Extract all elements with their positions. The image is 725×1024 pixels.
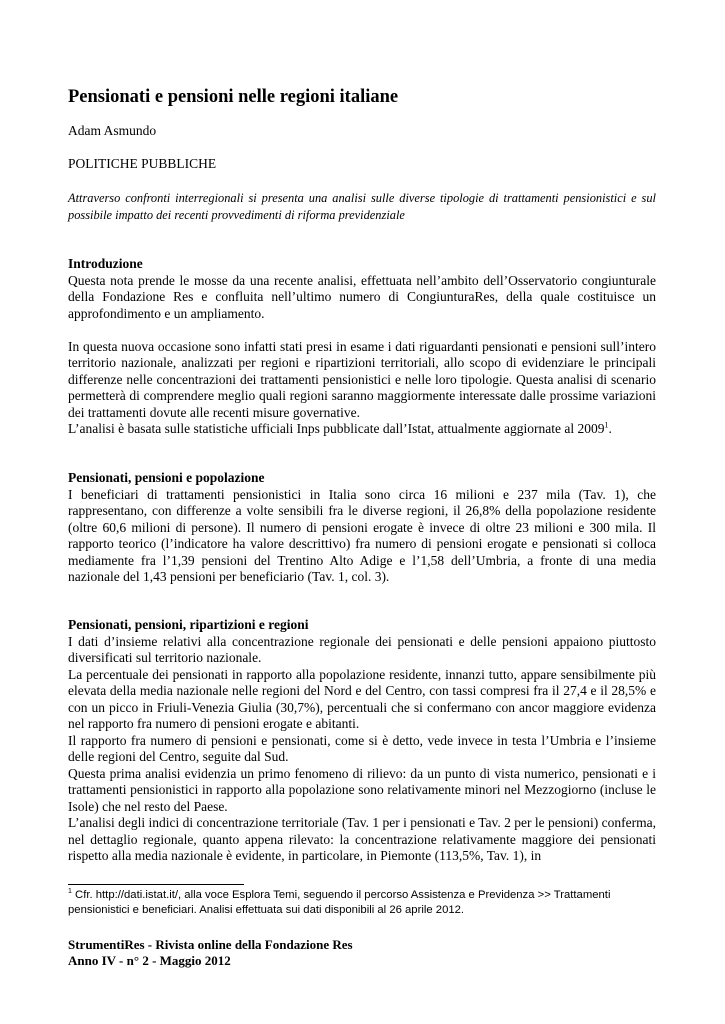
paragraph: La percentuale dei pensionati in rapporto alla popolazione residente, innanzi tutto, appare sensibilmente più elevata della media nazionale nelle regioni del Nord e del Centro, con tassi compresi fra il 27,4 e il 28,5% e con un picco in Friuli-Venezia Giulia (30,7%), percentuali che si confermano con ancor maggiore evidenza nel rapporto fra numero di pensioni erogate e abitanti. [68,666,656,731]
section-ripartizioni-regioni [68,617,656,865]
footer-issue: Anno IV - n° 2 - Maggio 2012 [68,953,231,968]
paragraph: I beneficiari di trattamenti pensionistici in Italia sono circa 16 milioni e 237 mila (Tav. 1), che rappresentano, con differenze a volte sensibili fra le diverse regioni, il 26,8% della popolazione residente (oltre 60,6 milioni di persone). Il numero di pensioni erogate è invece di oltre 23 milioni e 300 mila. Il rapporto teorico (l’indicatore ha valore descrittivo) fra numero di pensioni erogate e pensionati si colloca mediamente fra l’1,39 pensioni del Trentino Alto Adige e l’1,58 dell’Umbria, a fronte di una media nazionale del 1,43 pensioni per beneficiario (Tav. 1, col. 3). [68,486,656,584]
page-title: Pensionati e pensioni nelle regioni italiane [68,87,399,107]
sentence-period: . [608,421,612,436]
section-introduzione [68,256,656,438]
page-footer [68,937,656,969]
paragraph-text: L’analisi è basata sulle statistiche ufficiali Inps pubblicate dall’Istat, attualmente aggiornate al 2009 [68,421,605,436]
footnote-separator [68,884,244,885]
category-label: POLITICHE PUBBLICHE [68,156,217,171]
paragraph-with-footnote [68,421,656,438]
section-heading: Pensionati, pensioni e popolazione [68,470,265,485]
section-heading: Pensionati, pensioni, ripartizioni e regioni [68,617,309,632]
paragraph: In questa nuova occasione sono infatti stati presi in esame i dati riguardanti pensionati e pensioni sull’intero territorio nazionale, analizzati per regioni e ripartizioni territoriali, allo scopo di evidenziare le principali differenze nelle concentrazioni dei trattamenti pensionistici e nelle loro tipologie. Questa analisi di scenario permetterà di comprendere meglio quali regioni saranno maggiormente interessate dalle prossime variazioni dei trattamenti dovute alle recenti misure governative. [68,338,656,420]
section-heading: Introduzione [68,256,143,271]
footnote-number: 1 [68,888,72,896]
footnote-text: Cfr. http://dati.istat.it/, alla voce Esplora Temi, seguendo il percorso Assistenza e Previdenza >> Trattamenti pensionistici e beneficiari. Analisi effettuata sui dati disponibili al 26 aprile 2012. [68,889,611,916]
author-name: Adam Asmundo [68,123,157,138]
paragraph: Il rapporto fra numero di pensioni e pensionati, come si è detto, vede invece in testa l’Umbria e l’insieme delle regioni del Centro, seguite dal Sud. [68,732,656,764]
paragraph: Questa prima analisi evidenzia un primo fenomeno di rilievo: da un punto di vista numerico, pensionati e i trattamenti pensionistici in rapporto alla popolazione sono relativamente minori nel Mezzogiorno (incluse le Isole) che nel resto del Paese. [68,765,656,814]
paragraph: L’analisi degli indici di concentrazione territoriale (Tav. 1 per i pensionati e Tav. 2 per le pensioni) conferma, nel dettaglio regionale, quanto appena rilevato: la concentrazione relativamente maggiore dei pensionati rispetto alla media nazionale è evidente, in particolare, in Piemonte (113,5%, Tav. 1), in [68,815,656,863]
footer-journal: StrumentiRes - Rivista online della Fondazione Res [68,937,353,952]
paragraph: I dati d’insieme relativi alla concentrazione regionale dei pensionati e delle pensioni appaiono piuttosto diversificati sul territorio nazionale. [68,633,656,665]
footnote-reference: 1 [604,420,609,430]
abstract: Attraverso confronti interregionali si presenta una analisi sulle diverse tipologie di trattamenti pensionistici e sul possibile impatto dei recenti provvedimenti di riforma previdenziale [68,191,656,222]
footnote [68,888,656,918]
section-pensionati-pensioni-popolazione [68,470,656,586]
paragraph: Questa nota prende le mosse da una recente analisi, effettuata nell’ambito dell’Osservatorio congiunturale della Fondazione Res e confluita nell’ultimo numero di CongiunturaRes, della quale costituisce un approfondimento e un ampliamento. [68,272,656,321]
